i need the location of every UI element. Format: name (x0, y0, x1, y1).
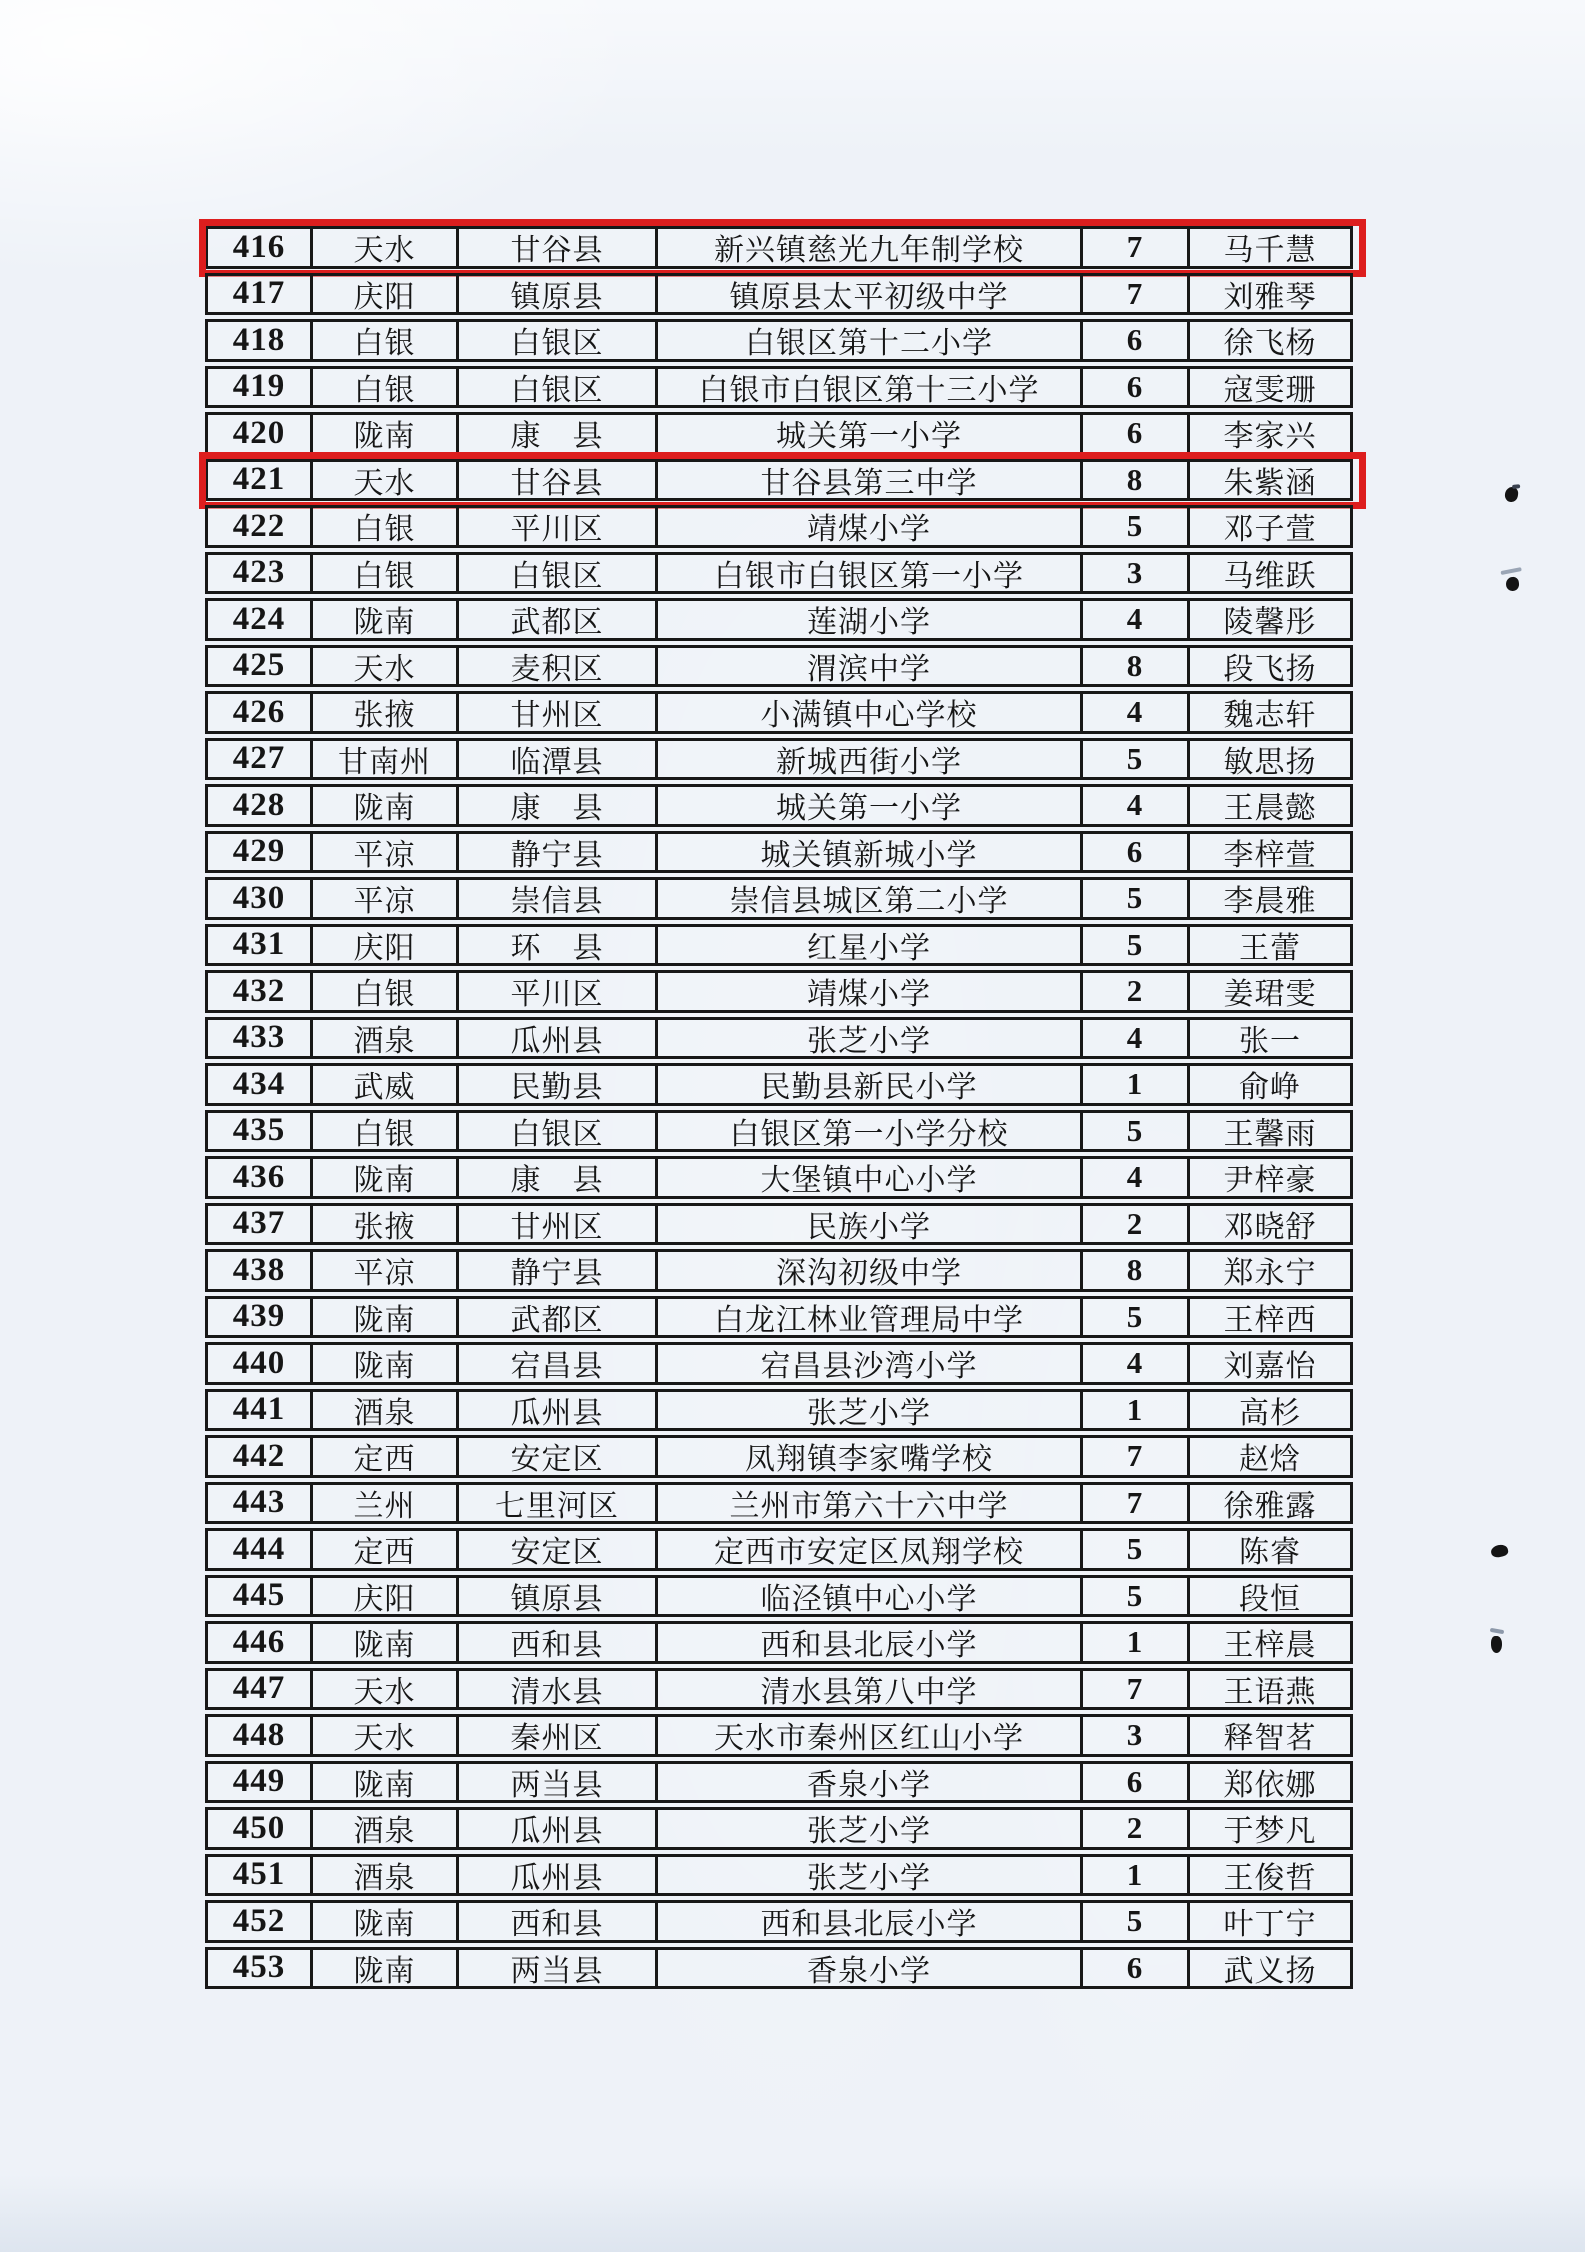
table-row (205, 1249, 1353, 1292)
table-row (205, 319, 1353, 362)
cell-school: 张芝小学 (655, 1392, 1080, 1429)
cell-county: 宕昌县 (456, 1345, 655, 1382)
cell-city: 平凉 (310, 834, 456, 871)
cell-county: 白银区 (456, 369, 655, 406)
cell-student-name: 张一 (1187, 1020, 1350, 1057)
cell-grade: 7 (1080, 1485, 1187, 1522)
cell-county: 西和县 (456, 1903, 655, 1940)
cell-county: 临潭县 (456, 741, 655, 778)
cell-grade: 5 (1080, 1531, 1187, 1568)
cell-school: 宕昌县沙湾小学 (655, 1345, 1080, 1382)
cell-county: 镇原县 (456, 1578, 655, 1615)
cell-grade: 4 (1080, 1020, 1187, 1057)
cell-city: 白银 (310, 973, 456, 1010)
cell-grade: 4 (1080, 1159, 1187, 1196)
cell-county: 安定区 (456, 1531, 655, 1568)
cell-grade: 6 (1080, 1764, 1187, 1801)
cell-grade: 1 (1080, 1857, 1187, 1894)
cell-sequence-number: 418 (232, 321, 286, 358)
cell-grade: 1 (1080, 1066, 1187, 1103)
cell-student-name: 寇雯珊 (1187, 369, 1350, 406)
cell-county: 瓜州县 (456, 1020, 655, 1057)
cell-grade: 6 (1080, 415, 1187, 452)
cell-school: 崇信县城区第二小学 (655, 880, 1080, 917)
cell-county: 白银区 (456, 1113, 655, 1150)
cell-sequence-number: 445 (232, 1577, 286, 1614)
cell-school: 白银市白银区第十三小学 (655, 369, 1080, 406)
cell-grade: 4 (1080, 1345, 1187, 1382)
cell-school: 镇原县太平初级中学 (655, 276, 1080, 313)
cell-student-name: 徐飞杨 (1187, 322, 1350, 359)
cell-grade: 5 (1080, 880, 1187, 917)
table-row (205, 412, 1353, 455)
cell-grade: 5 (1080, 1113, 1187, 1150)
cell-county: 两当县 (456, 1950, 655, 1987)
cell-school: 凤翔镇李家嘴学校 (655, 1438, 1080, 1475)
cell-grade: 3 (1080, 555, 1187, 592)
cell-school: 莲湖小学 (655, 601, 1080, 638)
cell-student-name: 徐雅露 (1187, 1485, 1350, 1522)
cell-city: 陇南 (310, 415, 456, 452)
cell-grade: 5 (1080, 1578, 1187, 1615)
table-row (205, 1296, 1353, 1339)
cell-student-name: 李家兴 (1187, 415, 1350, 452)
cell-school: 西和县北辰小学 (655, 1903, 1080, 1940)
cell-sequence-number: 425 (232, 647, 286, 684)
cell-city: 陇南 (310, 1624, 456, 1661)
cell-school: 兰州市第六十六中学 (655, 1485, 1080, 1522)
cell-grade: 2 (1080, 1206, 1187, 1243)
cell-county: 民勤县 (456, 1066, 655, 1103)
cell-city: 天水 (310, 1671, 456, 1708)
cell-city: 平凉 (310, 880, 456, 917)
cell-sequence-number: 419 (232, 368, 286, 405)
cell-student-name: 郑永宁 (1187, 1252, 1350, 1289)
ink-speck (1490, 1543, 1509, 1558)
cell-grade: 3 (1080, 1717, 1187, 1754)
cell-grade: 8 (1080, 462, 1187, 499)
cell-county: 武都区 (456, 601, 655, 638)
cell-county: 崇信县 (456, 880, 655, 917)
cell-school: 白银区第十二小学 (655, 322, 1080, 359)
cell-grade: 6 (1080, 834, 1187, 871)
cell-city: 平凉 (310, 1252, 456, 1289)
cell-grade: 7 (1080, 1438, 1187, 1475)
cell-sequence-number: 420 (232, 414, 286, 451)
cell-sequence-number: 428 (232, 786, 286, 823)
cell-county: 静宁县 (456, 1252, 655, 1289)
cell-sequence-number: 439 (232, 1298, 286, 1335)
cell-county: 瓜州县 (456, 1810, 655, 1847)
cell-school: 城关第一小学 (655, 415, 1080, 452)
cell-grade: 5 (1080, 1299, 1187, 1336)
cell-school: 民勤县新民小学 (655, 1066, 1080, 1103)
cell-sequence-number: 444 (232, 1530, 286, 1567)
cell-county: 白银区 (456, 555, 655, 592)
cell-county: 甘谷县 (456, 229, 655, 266)
cell-sequence-number: 436 (232, 1158, 286, 1195)
cell-student-name: 李晨雅 (1187, 880, 1350, 917)
table-row (205, 877, 1353, 920)
cell-school: 靖煤小学 (655, 973, 1080, 1010)
cell-sequence-number: 440 (232, 1344, 286, 1381)
cell-student-name: 姜珺雯 (1187, 973, 1350, 1010)
cell-city: 天水 (310, 648, 456, 685)
cell-county: 秦州区 (456, 1717, 655, 1754)
cell-grade: 7 (1080, 229, 1187, 266)
table-row (205, 1854, 1353, 1897)
cell-county: 平川区 (456, 508, 655, 545)
cell-sequence-number: 434 (232, 1065, 286, 1102)
cell-school: 深沟初级中学 (655, 1252, 1080, 1289)
cell-sequence-number: 427 (232, 740, 286, 777)
table-row (205, 970, 1353, 1013)
cell-sequence-number: 446 (232, 1623, 286, 1660)
table-row (205, 1900, 1353, 1943)
table-row (205, 1575, 1353, 1618)
cell-grade: 4 (1080, 787, 1187, 824)
table-row (205, 831, 1353, 874)
cell-grade: 1 (1080, 1392, 1187, 1429)
cell-county: 甘谷县 (456, 462, 655, 499)
cell-sequence-number: 448 (232, 1716, 286, 1753)
cell-county: 甘州区 (456, 1206, 655, 1243)
cell-city: 定西 (310, 1438, 456, 1475)
cell-school: 白银市白银区第一小学 (655, 555, 1080, 592)
table-row (205, 1435, 1353, 1478)
cell-sequence-number: 424 (232, 600, 286, 637)
results-table (205, 226, 1353, 1993)
cell-county: 麦积区 (456, 648, 655, 685)
cell-student-name: 陵馨彤 (1187, 601, 1350, 638)
cell-school: 新兴镇慈光九年制学校 (655, 229, 1080, 266)
cell-student-name: 王梓西 (1187, 1299, 1350, 1336)
cell-county: 甘州区 (456, 694, 655, 731)
cell-sequence-number: 421 (232, 461, 286, 498)
cell-sequence-number: 447 (232, 1670, 286, 1707)
cell-county: 瓜州县 (456, 1857, 655, 1894)
table-row (205, 1203, 1353, 1246)
cell-city: 定西 (310, 1531, 456, 1568)
cell-sequence-number: 435 (232, 1112, 286, 1149)
cell-sequence-number: 422 (232, 507, 286, 544)
cell-city: 天水 (310, 229, 456, 266)
cell-county: 镇原县 (456, 276, 655, 313)
cell-city: 庆阳 (310, 927, 456, 964)
table-row (205, 738, 1353, 781)
table-row (205, 273, 1353, 316)
cell-sequence-number: 429 (232, 833, 286, 870)
table-row (205, 1668, 1353, 1711)
cell-student-name: 俞峥 (1187, 1066, 1350, 1103)
cell-city: 武威 (310, 1066, 456, 1103)
cell-school: 靖煤小学 (655, 508, 1080, 545)
cell-sequence-number: 443 (232, 1484, 286, 1521)
cell-student-name: 邓晓舒 (1187, 1206, 1350, 1243)
cell-grade: 2 (1080, 1810, 1187, 1847)
cell-grade: 1 (1080, 1624, 1187, 1661)
cell-sequence-number: 441 (232, 1391, 286, 1428)
cell-school: 天水市秦州区红山小学 (655, 1717, 1080, 1754)
table-row (205, 1063, 1353, 1106)
cell-city: 酒泉 (310, 1020, 456, 1057)
cell-city: 白银 (310, 322, 456, 359)
cell-student-name: 陈睿 (1187, 1531, 1350, 1568)
table-row (205, 552, 1353, 595)
table-row (205, 924, 1353, 967)
table-row (205, 645, 1353, 688)
cell-city: 陇南 (310, 601, 456, 638)
cell-county: 静宁县 (456, 834, 655, 871)
cell-school: 临泾镇中心小学 (655, 1578, 1080, 1615)
table-row (205, 366, 1353, 409)
cell-school: 定西市安定区凤翔学校 (655, 1531, 1080, 1568)
cell-grade: 6 (1080, 369, 1187, 406)
cell-city: 白银 (310, 1113, 456, 1150)
cell-county: 瓜州县 (456, 1392, 655, 1429)
cell-county: 清水县 (456, 1671, 655, 1708)
cell-student-name: 叶丁宁 (1187, 1903, 1350, 1940)
cell-city: 陇南 (310, 1159, 456, 1196)
ink-speck (1491, 1636, 1502, 1653)
table-row (205, 1761, 1353, 1804)
cell-sequence-number: 432 (232, 972, 286, 1009)
cell-student-name: 尹梓豪 (1187, 1159, 1350, 1196)
cell-student-name: 刘雅琴 (1187, 276, 1350, 313)
table-row (205, 1389, 1353, 1432)
cell-school: 清水县第八中学 (655, 1671, 1080, 1708)
cell-school: 西和县北辰小学 (655, 1624, 1080, 1661)
cell-sequence-number: 437 (232, 1205, 286, 1242)
table-row (205, 1156, 1353, 1199)
cell-city: 白银 (310, 369, 456, 406)
cell-student-name: 朱紫涵 (1187, 462, 1350, 499)
cell-sequence-number: 438 (232, 1251, 286, 1288)
cell-sequence-number: 449 (232, 1763, 286, 1800)
table-row (205, 691, 1353, 734)
cell-county: 康 县 (456, 415, 655, 452)
cell-city: 陇南 (310, 1299, 456, 1336)
cell-sequence-number: 433 (232, 1019, 286, 1056)
cell-sequence-number: 430 (232, 879, 286, 916)
cell-student-name: 高杉 (1187, 1392, 1350, 1429)
cell-grade: 6 (1080, 322, 1187, 359)
cell-city: 天水 (310, 1717, 456, 1754)
table-row (205, 1714, 1353, 1757)
cell-student-name: 敏思扬 (1187, 741, 1350, 778)
cell-school: 张芝小学 (655, 1020, 1080, 1057)
cell-city: 庆阳 (310, 1578, 456, 1615)
cell-sequence-number: 450 (232, 1809, 286, 1846)
cell-student-name: 王蕾 (1187, 927, 1350, 964)
table-row (205, 1017, 1353, 1060)
cell-student-name: 魏志轩 (1187, 694, 1350, 731)
table-row (205, 1621, 1353, 1664)
cell-city: 陇南 (310, 1903, 456, 1940)
cell-county: 白银区 (456, 322, 655, 359)
cell-city: 天水 (310, 462, 456, 499)
cell-school: 红星小学 (655, 927, 1080, 964)
cell-city: 酒泉 (310, 1392, 456, 1429)
cell-grade: 2 (1080, 973, 1187, 1010)
cell-school: 民族小学 (655, 1206, 1080, 1243)
table-row (205, 1482, 1353, 1525)
cell-student-name: 于梦凡 (1187, 1810, 1350, 1847)
cell-grade: 5 (1080, 508, 1187, 545)
table-row (205, 505, 1353, 548)
cell-school: 白龙江林业管理局中学 (655, 1299, 1080, 1336)
cell-student-name: 赵焓 (1187, 1438, 1350, 1475)
cell-city: 白银 (310, 508, 456, 545)
cell-city: 张掖 (310, 694, 456, 731)
cell-sequence-number: 426 (232, 693, 286, 730)
cell-city: 陇南 (310, 1345, 456, 1382)
cell-county: 环 县 (456, 927, 655, 964)
cell-county: 两当县 (456, 1764, 655, 1801)
cell-grade: 7 (1080, 276, 1187, 313)
cell-grade: 4 (1080, 694, 1187, 731)
cell-school: 城关镇新城小学 (655, 834, 1080, 871)
cell-grade: 8 (1080, 648, 1187, 685)
cell-school: 甘谷县第三中学 (655, 462, 1080, 499)
cell-school: 张芝小学 (655, 1857, 1080, 1894)
table-row (205, 1110, 1353, 1153)
cell-county: 西和县 (456, 1624, 655, 1661)
cell-sequence-number: 417 (232, 275, 286, 312)
table-row (205, 1528, 1353, 1571)
table-row (205, 784, 1353, 827)
cell-student-name: 武义扬 (1187, 1950, 1350, 1987)
cell-sequence-number: 452 (232, 1902, 286, 1939)
cell-school: 香泉小学 (655, 1950, 1080, 1987)
cell-school: 渭滨中学 (655, 648, 1080, 685)
table-row (205, 1947, 1353, 1990)
cell-school: 白银区第一小学分校 (655, 1113, 1080, 1150)
cell-student-name: 李梓萱 (1187, 834, 1350, 871)
cell-student-name: 王语燕 (1187, 1671, 1350, 1708)
cell-student-name: 王晨懿 (1187, 787, 1350, 824)
cell-city: 庆阳 (310, 276, 456, 313)
cell-grade: 4 (1080, 601, 1187, 638)
table-row (205, 226, 1353, 269)
cell-city: 甘南州 (310, 741, 456, 778)
cell-county: 武都区 (456, 1299, 655, 1336)
cell-student-name: 刘嘉怡 (1187, 1345, 1350, 1382)
ink-speck (1505, 576, 1519, 591)
cell-city: 酒泉 (310, 1810, 456, 1847)
cell-city: 酒泉 (310, 1857, 456, 1894)
cell-city: 陇南 (310, 787, 456, 824)
cell-grade: 5 (1080, 1903, 1187, 1940)
cell-school: 小满镇中心学校 (655, 694, 1080, 731)
cell-student-name: 王梓晨 (1187, 1624, 1350, 1661)
cell-county: 七里河区 (456, 1485, 655, 1522)
cell-school: 香泉小学 (655, 1764, 1080, 1801)
cell-student-name: 马千慧 (1187, 229, 1350, 266)
cell-student-name: 王馨雨 (1187, 1113, 1350, 1150)
cell-county: 康 县 (456, 787, 655, 824)
cell-sequence-number: 423 (232, 554, 286, 591)
cell-city: 张掖 (310, 1206, 456, 1243)
cell-student-name: 段飞扬 (1187, 648, 1350, 685)
cell-student-name: 王俊哲 (1187, 1857, 1350, 1894)
cell-city: 白银 (310, 555, 456, 592)
cell-student-name: 段恒 (1187, 1578, 1350, 1615)
cell-grade: 8 (1080, 1252, 1187, 1289)
cell-student-name: 邓子萱 (1187, 508, 1350, 545)
cell-city: 兰州 (310, 1485, 456, 1522)
cell-sequence-number: 453 (232, 1949, 286, 1986)
table-row (205, 459, 1353, 502)
cell-student-name: 释智茗 (1187, 1717, 1350, 1754)
cell-school: 新城西街小学 (655, 741, 1080, 778)
cell-sequence-number: 442 (232, 1437, 286, 1474)
cell-city: 陇南 (310, 1950, 456, 1987)
cell-sequence-number: 416 (232, 228, 286, 265)
cell-city: 陇南 (310, 1764, 456, 1801)
cell-school: 张芝小学 (655, 1810, 1080, 1847)
cell-county: 安定区 (456, 1438, 655, 1475)
cell-sequence-number: 451 (232, 1856, 286, 1893)
table-row (205, 1807, 1353, 1850)
cell-grade: 5 (1080, 927, 1187, 964)
ink-speck (1504, 486, 1519, 503)
cell-student-name: 郑依娜 (1187, 1764, 1350, 1801)
cell-school: 大堡镇中心小学 (655, 1159, 1080, 1196)
cell-sequence-number: 431 (232, 926, 286, 963)
table-row (205, 598, 1353, 641)
table-row (205, 1342, 1353, 1385)
cell-grade: 6 (1080, 1950, 1187, 1987)
cell-county: 平川区 (456, 973, 655, 1010)
cell-grade: 5 (1080, 741, 1187, 778)
cell-student-name: 马维跃 (1187, 555, 1350, 592)
cell-county: 康 县 (456, 1159, 655, 1196)
cell-grade: 7 (1080, 1671, 1187, 1708)
cell-school: 城关第一小学 (655, 787, 1080, 824)
